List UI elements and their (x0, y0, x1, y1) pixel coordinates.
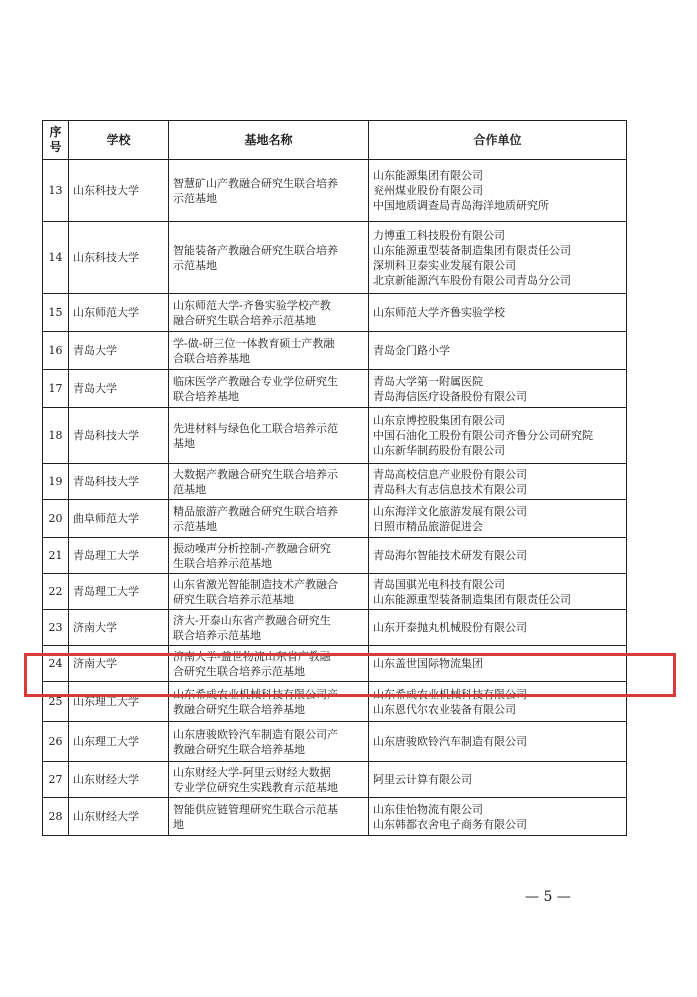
base-name-line: 示范基地 (173, 191, 217, 205)
table-row (43, 222, 627, 294)
base-name-cell (169, 222, 369, 294)
base-name-cell (169, 798, 369, 836)
table-row (43, 610, 627, 646)
partner-cell (369, 682, 627, 722)
table-body (43, 160, 627, 836)
partner-line: 日照市精品旅游促进会 (373, 519, 483, 533)
base-name-line: 示范基地 (173, 258, 217, 272)
partner-cell (369, 408, 627, 464)
row-number: 22 (43, 574, 69, 610)
base-name-line: 山东唐骏欧铃汽车制造有限公司产 (173, 727, 338, 741)
base-name-cell (169, 646, 369, 682)
base-name-line: 济南大学-盖世物流山东省产教融 (173, 649, 331, 663)
partner-line: 山东恩代尔农业装备有限公司 (373, 702, 516, 716)
base-name-line: 地 (173, 817, 184, 831)
base-name-cell (169, 682, 369, 722)
table-row (43, 682, 627, 722)
table-row (43, 646, 627, 682)
base-list-table (42, 120, 627, 836)
base-name-line: 山东希成农业机械科技有限公司产 (173, 687, 338, 701)
base-name-line: 基地 (173, 436, 195, 450)
header-partner: 合作单位 (369, 121, 627, 160)
partner-line: 山东师范大学齐鲁实验学校 (373, 306, 505, 319)
school-cell: 山东师范大学 (69, 294, 169, 332)
base-name-line: 学-做-研三位一体教育硕士产教融 (173, 336, 335, 350)
row-number: 20 (43, 500, 69, 538)
base-name-line: 先进材料与绿色化工联合培养示范 (173, 421, 338, 435)
partner-cell (369, 332, 627, 370)
partner-line: 山东京博控股集团有限公司 (373, 414, 505, 427)
base-name-line: 山东师范大学-齐鲁实验学校产教 (173, 298, 331, 312)
base-name-cell (169, 370, 369, 408)
row-number: 14 (43, 222, 69, 294)
school-cell: 山东理工大学 (69, 682, 169, 722)
row-number: 19 (43, 464, 69, 500)
partner-line: 力博重工科技股份有限公司 (373, 228, 505, 242)
partner-cell (369, 722, 627, 762)
row-number: 26 (43, 722, 69, 762)
partner-line: 山东能源重型装备制造集团有限责任公司 (373, 243, 571, 257)
base-name-cell (169, 762, 369, 798)
base-name-cell (169, 538, 369, 574)
partner-line: 兖州煤业股份有限公司 (373, 184, 483, 197)
base-name-line: 范基地 (173, 482, 206, 496)
row-number: 16 (43, 332, 69, 370)
base-name-line: 智慧矿山产教融合研究生联合培养 (173, 176, 338, 190)
partner-line: 青岛高校信息产业股份有限公司 (373, 467, 527, 481)
base-name-cell (169, 464, 369, 500)
table-row (43, 464, 627, 500)
partner-line: 青岛海信医疗设备股份有限公司 (373, 389, 527, 403)
school-cell: 山东理工大学 (69, 722, 169, 762)
row-number: 25 (43, 682, 69, 722)
base-name-line: 大数据产教融合研究生联合培养示 (173, 467, 338, 481)
partner-line: 山东开泰抛丸机械股份有限公司 (373, 621, 527, 634)
table-row (43, 160, 627, 222)
partner-line: 山东海洋文化旅游发展有限公司 (373, 504, 527, 518)
base-name-line: 济大-开泰山东省产教融合研究生 (173, 613, 331, 627)
school-cell: 济南大学 (69, 610, 169, 646)
base-name-line: 智能供应链管理研究生联合示范基 (173, 802, 338, 816)
partner-line: 山东佳怡物流有限公司 (373, 802, 483, 816)
base-name-line: 示范基地 (173, 519, 217, 533)
base-name-line: 融合研究生联合培养示范基地 (173, 313, 316, 327)
school-cell: 济南大学 (69, 646, 169, 682)
table-row (43, 370, 627, 408)
base-name-line: 山东省激光智能制造技术产教融合 (173, 577, 338, 591)
partner-line: 青岛科大有志信息技术有限公司 (373, 482, 527, 496)
base-name-cell (169, 574, 369, 610)
partner-line: 深圳科卫泰实业发展有限公司 (373, 258, 516, 272)
base-name-line: 精品旅游产教融合研究生联合培养 (173, 504, 338, 518)
table-row (43, 500, 627, 538)
base-name-line: 临床医学产教融合专业学位研究生 (173, 374, 338, 388)
row-number: 15 (43, 294, 69, 332)
table-row (43, 294, 627, 332)
partner-cell (369, 160, 627, 222)
school-cell: 青岛理工大学 (69, 538, 169, 574)
table-row (43, 408, 627, 464)
header-base: 基地名称 (169, 121, 369, 160)
school-cell: 青岛科技大学 (69, 408, 169, 464)
base-name-line: 山东财经大学-阿里云财经大数据 (173, 765, 331, 779)
table-row (43, 574, 627, 610)
partner-line: 山东能源集团有限公司 (373, 169, 483, 182)
school-cell: 青岛大学 (69, 332, 169, 370)
partner-cell (369, 294, 627, 332)
table-row (43, 538, 627, 574)
base-name-cell (169, 294, 369, 332)
partner-cell (369, 762, 627, 798)
row-number: 13 (43, 160, 69, 222)
school-cell: 曲阜师范大学 (69, 500, 169, 538)
table-row (43, 332, 627, 370)
base-name-line: 研究生联合培养示范基地 (173, 592, 294, 606)
row-number: 24 (43, 646, 69, 682)
base-name-line: 联合培养示范基地 (173, 628, 261, 642)
partner-line: 青岛海尔智能技术研发有限公司 (373, 549, 527, 562)
school-cell: 山东科技大学 (69, 160, 169, 222)
partner-cell (369, 464, 627, 500)
base-name-cell (169, 408, 369, 464)
partner-line: 青岛国骐光电科技有限公司 (373, 577, 505, 591)
row-number: 23 (43, 610, 69, 646)
partner-line: 中国地质调查局青岛海洋地质研究所 (373, 199, 549, 212)
partner-line: 青岛大学第一附属医院 (373, 374, 483, 388)
base-name-cell (169, 722, 369, 762)
partner-cell (369, 538, 627, 574)
partner-line: 中国石油化工股份有限公司齐鲁分公司研究院 (373, 429, 593, 442)
base-name-line: 专业学位研究生实践教育示范基地 (173, 780, 338, 794)
partner-cell (369, 798, 627, 836)
base-name-cell (169, 610, 369, 646)
school-cell: 山东财经大学 (69, 798, 169, 836)
base-name-cell (169, 160, 369, 222)
table-row (43, 798, 627, 836)
partner-line: 山东盖世国际物流集团 (373, 657, 483, 670)
partner-cell (369, 574, 627, 610)
row-number: 18 (43, 408, 69, 464)
base-name-cell (169, 500, 369, 538)
school-cell: 青岛科技大学 (69, 464, 169, 500)
header-school: 学校 (69, 121, 169, 160)
base-name-cell (169, 332, 369, 370)
table-header-row (43, 121, 627, 160)
base-name-line: 智能装备产教融合研究生联合培养 (173, 243, 338, 257)
row-number: 27 (43, 762, 69, 798)
school-cell: 山东财经大学 (69, 762, 169, 798)
page-number: — 5 — (525, 889, 571, 905)
partner-line: 山东唐骏欧铃汽车制造有限公司 (373, 735, 527, 748)
partner-cell (369, 370, 627, 408)
partner-line: 北京新能源汽车股份有限公司青岛分公司 (373, 273, 571, 287)
base-name-line: 教融合研究生联合培养基地 (173, 702, 305, 716)
school-cell: 青岛大学 (69, 370, 169, 408)
base-name-line: 振动噪声分析控制-产教融合研究 (173, 541, 331, 555)
row-number: 17 (43, 370, 69, 408)
partner-cell (369, 610, 627, 646)
base-name-line: 合联合培养基地 (173, 351, 250, 365)
partner-line: 青岛金门路小学 (373, 344, 450, 357)
school-cell: 青岛理工大学 (69, 574, 169, 610)
partner-line: 山东希成农业机械科技有限公司 (373, 687, 527, 701)
base-name-line: 生联合培养示范基地 (173, 556, 272, 570)
partner-cell (369, 646, 627, 682)
partner-cell (369, 500, 627, 538)
row-number: 28 (43, 798, 69, 836)
table-row (43, 722, 627, 762)
partner-line: 山东能源重型装备制造集团有限责任公司 (373, 592, 571, 606)
partner-line: 山东新华制药股份有限公司 (373, 444, 505, 457)
base-name-line: 合研究生联合培养示范基地 (173, 664, 305, 678)
table-row (43, 762, 627, 798)
partner-line: 山东韩都衣舍电子商务有限公司 (373, 817, 527, 831)
partner-line: 阿里云计算有限公司 (373, 773, 472, 786)
partner-cell (369, 222, 627, 294)
row-number: 21 (43, 538, 69, 574)
base-name-line: 教融合研究生联合培养基地 (173, 742, 305, 756)
school-cell: 山东科技大学 (69, 222, 169, 294)
header-no: 序号 (43, 121, 69, 160)
base-name-line: 联合培养基地 (173, 389, 239, 403)
